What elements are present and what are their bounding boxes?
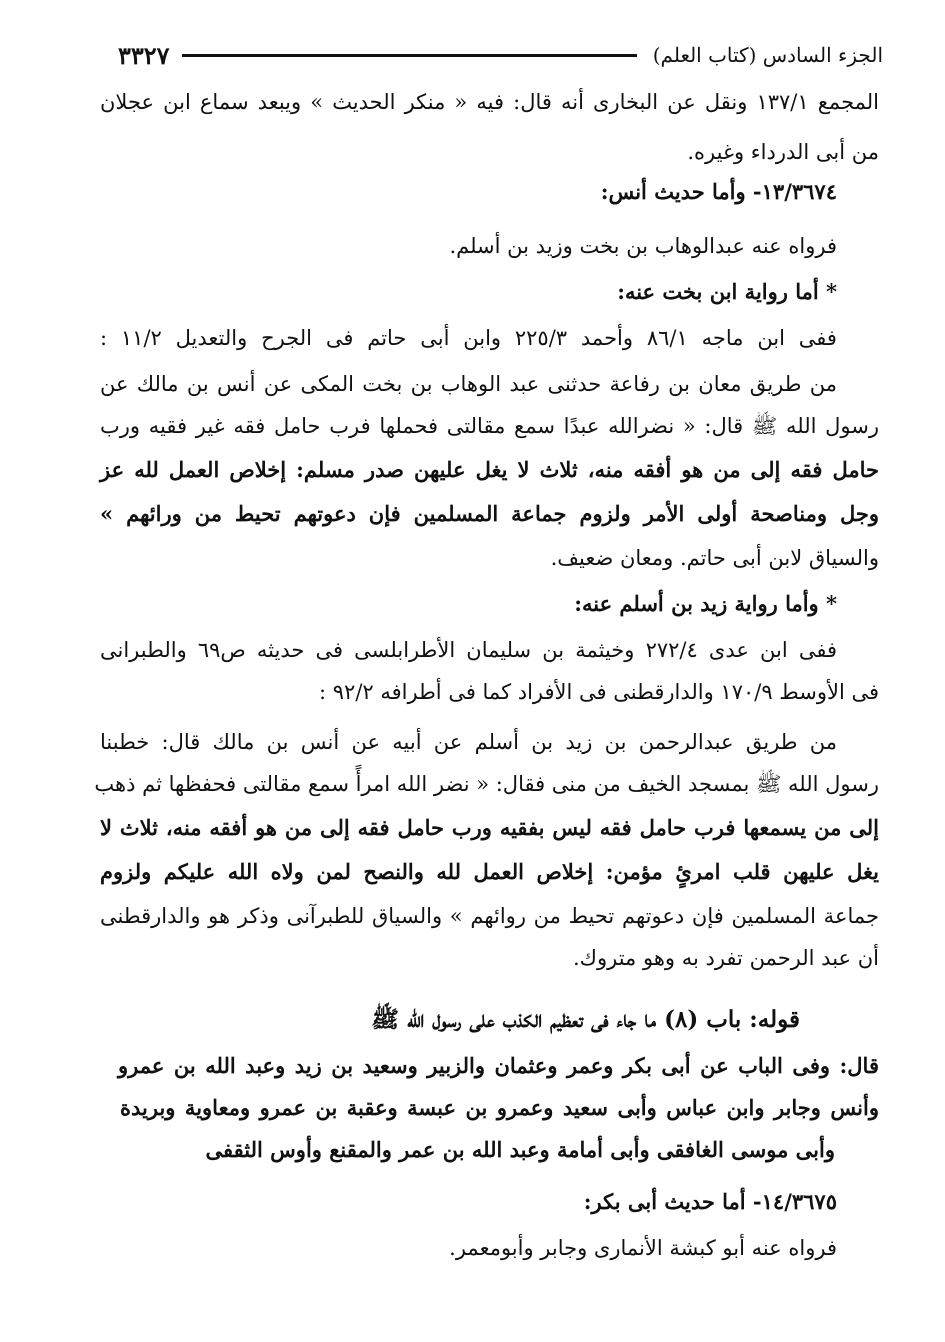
text-line: وأنس وجابر وابن عباس وأبى سعيد وعمرو بن عبسة وعقبة بن عمرو ومعاوية وبريدة <box>120 1095 879 1120</box>
chapter-heading: قوله: باب (٨) ما جاء فى تعظيم الكذب على رسول الله ﷺ <box>371 1006 800 1033</box>
text-line: حامل فقه إلى من هو أفقه منه، ثلاث لا يغل عليهن صدر مسلم: إخلاص العمل لله عز <box>100 457 879 482</box>
text-line: قال: وفى الباب عن أبى بكر وعمر وعثمان والزبير وسعيد بن زيد وعبد الله بن عمرو <box>118 1053 879 1078</box>
header-rule <box>182 54 637 57</box>
page-header <box>118 38 883 72</box>
text-line: وجل ومناصحة أولى الأمر ولزوم جماعة المسلمين فإن دعوتهم تحيط من ورائهم » <box>100 501 879 526</box>
text-line: من أبى الدرداء وغيره. <box>687 140 879 164</box>
text-line: يغل عليهن قلب امرئٍ مؤمن: إخلاص العمل لله والنصح لمن ولاه الله عليكم ولزوم <box>100 859 879 884</box>
page-number: ٣٣٢٧ <box>118 40 170 70</box>
text-line: فى الأوسط ١٧٠/٩ والدارقطنى فى الأفراد كما فى أطرافه ٩٢/٢ : <box>319 680 879 704</box>
text-line: ففى ابن ماجه ٨٦/١ وأحمد ٢٢٥/٣ وابن أبى حاتم فى الجرح والتعديل ١١/٢ : <box>100 326 837 350</box>
text-line: رسول الله ﷺ بمسجد الخيف من منى فقال: « نضر الله امرأً سمع مقالتى فحفظها ثم ذهب <box>94 772 879 796</box>
text-line: والسياق لابن أبى حاتم. ومعان ضعيف. <box>550 546 879 570</box>
subheading: * أما رواية ابن بخت عنه: <box>617 279 837 304</box>
text-line: ففى ابن عدى ٢٧٢/٤ وخيثمة بن سليمان الأطرابلسى فى حديثه ص٦٩ والطبرانى <box>100 638 837 662</box>
text-line: وأبى موسى الغافقى وأبى أمامة وعبد الله بن عمر والمقنع وأوس الثقفى <box>205 1137 835 1162</box>
text-line: من طريق عبدالرحمن بن زيد بن أسلم عن أبيه عن أنس بن مالك قال: خطبنا <box>100 730 837 754</box>
text-line: فرواه عنه عبدالوهاب بن بخت وزيد بن أسلم. <box>449 234 837 258</box>
text-line: من طريق معان بن رفاعة حدثنى عبد الوهاب بن بخت المكى عن أنس بن مالك عن <box>100 372 837 396</box>
subheading: * وأما رواية زيد بن أسلم عنه: <box>574 591 837 616</box>
running-title: الجزء السادس (كتاب العلم) <box>652 43 883 67</box>
text-line: إلى من يسمعها فرب حامل فقه ليس بفقيه ورب حامل فقه إلى من هو أفقه منه، ثلاث لا <box>100 815 879 840</box>
hadith-heading: ١٣/٣٦٧٤- وأما حديث أنس: <box>600 179 837 204</box>
text-line: رسول الله ﷺ قال: « نضرالله عبدًا سمع مقالتى فحملها فرب حامل فقه غير فقيه ورب <box>100 414 879 438</box>
text-line: جماعة المسلمين فإن دعوتهم تحيط من روائهم » والسياق للطبرآنى وذكر هو والدارقطنى <box>100 904 879 928</box>
hadith-heading: ١٤/٣٦٧٥- أما حديث أبى بكر: <box>583 1189 837 1214</box>
text-line: المجمع ١٣٧/١ ونقل عن البخارى أنه قال: فيه « منكر الحديث » ويبعد سماع ابن عجلان <box>100 90 880 114</box>
text-line: أن عبد الرحمن تفرد به وهو متروك. <box>573 946 879 970</box>
text-line: فرواه عنه أبو كبشة الأنمارى وجابر وأبومعمر. <box>449 1236 837 1260</box>
